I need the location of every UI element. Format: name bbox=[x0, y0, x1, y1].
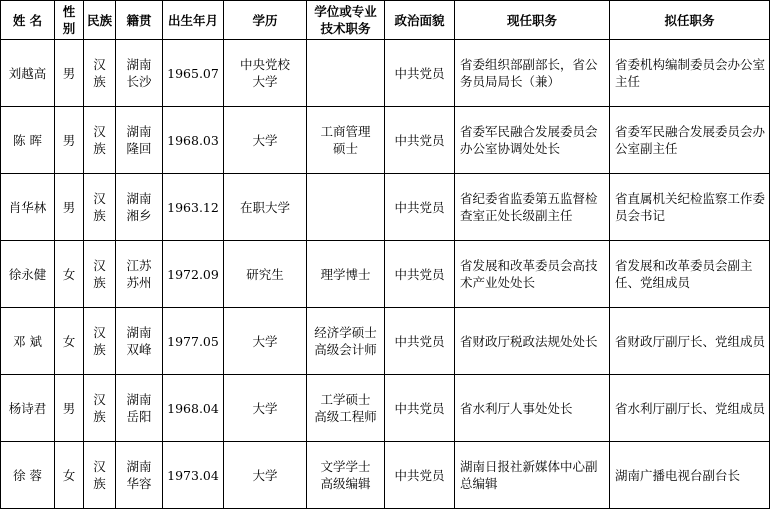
header-gender-label: 性别 bbox=[62, 4, 76, 36]
header-education bbox=[224, 1, 307, 40]
birth-text: 1968.04 bbox=[167, 400, 219, 416]
proposed-position-text: 省水利厅副厅长、党组成员 bbox=[615, 400, 766, 416]
political-status-text: 中共党员 bbox=[394, 266, 445, 282]
cell-education bbox=[224, 107, 307, 174]
header-current-position bbox=[455, 1, 610, 40]
cell-birth bbox=[163, 40, 224, 107]
cell-ethnicity bbox=[84, 107, 116, 174]
header-row bbox=[1, 1, 770, 40]
ethnicity-text: 汉 族 bbox=[93, 392, 106, 424]
degree-text: 理学博士 bbox=[320, 266, 371, 282]
name-text: 徐永健 bbox=[8, 266, 47, 282]
cell-name bbox=[1, 375, 55, 442]
cell-gender bbox=[55, 241, 84, 308]
native-place-text: 湖南 双峰 bbox=[126, 325, 152, 357]
header-gender bbox=[55, 1, 84, 40]
current-position-text: 省水利厅人事处处长 bbox=[460, 400, 573, 416]
cell-native-place bbox=[116, 308, 163, 375]
cell-education bbox=[224, 308, 307, 375]
education-text: 研究生 bbox=[246, 266, 284, 282]
birth-text: 1968.03 bbox=[167, 132, 219, 148]
header-current-position-label: 现任职务 bbox=[506, 12, 557, 28]
cell-ethnicity bbox=[84, 40, 116, 107]
ethnicity-text: 汉 族 bbox=[93, 191, 106, 223]
degree-text: 经济学硕士 高级会计师 bbox=[314, 325, 377, 357]
header-political-status bbox=[385, 1, 455, 40]
cell-education bbox=[224, 40, 307, 107]
native-place-text: 江苏 苏州 bbox=[126, 258, 152, 290]
proposed-position-text: 省委机构编制委员会办公室主任 bbox=[615, 57, 766, 89]
education-text: 大学 bbox=[252, 467, 278, 483]
birth-text: 1972.09 bbox=[167, 266, 219, 282]
cell-native-place bbox=[116, 442, 163, 509]
name-text: 肖华林 bbox=[8, 199, 47, 215]
gender-text: 女 bbox=[62, 467, 76, 483]
current-position-text: 湖南日报社新媒体中心副总编辑 bbox=[460, 459, 598, 491]
cell-ethnicity bbox=[84, 442, 116, 509]
current-position-text: 省委军民融合发展委员会办公室协调处处长 bbox=[460, 124, 598, 156]
cell-degree bbox=[307, 308, 385, 375]
gender-text: 男 bbox=[62, 65, 76, 81]
cell-birth bbox=[163, 442, 224, 509]
cell-political-status bbox=[385, 174, 455, 241]
name-text: 刘越高 bbox=[8, 65, 47, 81]
cell-ethnicity bbox=[84, 241, 116, 308]
cell-current-position bbox=[455, 107, 610, 174]
political-status-text: 中共党员 bbox=[394, 132, 445, 148]
ethnicity-text: 汉 族 bbox=[93, 459, 106, 491]
cell-proposed-position bbox=[610, 442, 770, 509]
cell-name bbox=[1, 174, 55, 241]
political-status-text: 中共党员 bbox=[394, 467, 445, 483]
education-text: 大学 bbox=[252, 333, 278, 349]
proposed-position-text: 省直属机关纪检监察工作委员会书记 bbox=[615, 191, 766, 223]
native-place-text: 湖南 岳阳 bbox=[126, 392, 152, 424]
cell-birth bbox=[163, 241, 224, 308]
birth-text: 1977.05 bbox=[167, 333, 219, 349]
header-degree bbox=[307, 1, 385, 40]
native-place-text: 湖南 湘乡 bbox=[126, 191, 152, 223]
degree-text: 工学硕士 高级工程师 bbox=[314, 392, 377, 424]
cell-education bbox=[224, 241, 307, 308]
cell-native-place bbox=[116, 174, 163, 241]
header-birth bbox=[163, 1, 224, 40]
cell-proposed-position bbox=[610, 40, 770, 107]
current-position-text: 省财政厅税政法规处处长 bbox=[460, 333, 598, 349]
cell-degree bbox=[307, 174, 385, 241]
table-row bbox=[1, 308, 770, 375]
current-position-text: 省委组织部副部长，省公务员局局长（兼） bbox=[460, 57, 598, 89]
header-name-label: 姓 名 bbox=[12, 12, 43, 28]
cell-proposed-position bbox=[610, 375, 770, 442]
education-text: 大学 bbox=[252, 132, 278, 148]
cell-education bbox=[224, 442, 307, 509]
native-place-text: 湖南 长沙 bbox=[126, 57, 152, 89]
native-place-text: 湖南 华容 bbox=[126, 459, 152, 491]
political-status-text: 中共党员 bbox=[394, 333, 445, 349]
header-degree-label: 学位或专业 技术职务 bbox=[314, 4, 377, 36]
cell-native-place bbox=[116, 40, 163, 107]
header-proposed-position bbox=[610, 1, 770, 40]
table-row bbox=[1, 241, 770, 308]
cell-name bbox=[1, 107, 55, 174]
cell-gender bbox=[55, 442, 84, 509]
header-native-place bbox=[116, 1, 163, 40]
birth-text: 1973.04 bbox=[167, 467, 219, 483]
gender-text: 男 bbox=[62, 132, 76, 148]
proposed-position-text: 湖南广播电视台副台长 bbox=[615, 467, 741, 483]
cell-name bbox=[1, 442, 55, 509]
cell-ethnicity bbox=[84, 308, 116, 375]
cell-degree bbox=[307, 241, 385, 308]
cell-ethnicity bbox=[84, 375, 116, 442]
cell-gender bbox=[55, 375, 84, 442]
table-row bbox=[1, 40, 770, 107]
gender-text: 男 bbox=[62, 199, 76, 215]
birth-text: 1965.07 bbox=[167, 65, 219, 81]
native-place-text: 湖南 隆回 bbox=[126, 124, 152, 156]
cell-education bbox=[224, 375, 307, 442]
ethnicity-text: 汉 族 bbox=[93, 124, 106, 156]
header-ethnicity bbox=[84, 1, 116, 40]
cell-proposed-position bbox=[610, 308, 770, 375]
cell-political-status bbox=[385, 241, 455, 308]
header-native-place-label: 籍贯 bbox=[126, 12, 152, 28]
cell-current-position bbox=[455, 174, 610, 241]
cell-gender bbox=[55, 107, 84, 174]
gender-text: 女 bbox=[62, 333, 76, 349]
degree-text: 工商管理 硕士 bbox=[320, 124, 371, 156]
name-text: 邓 斌 bbox=[13, 333, 42, 349]
header-education-label: 学历 bbox=[252, 12, 278, 28]
education-text: 在职大学 bbox=[239, 199, 290, 215]
degree-text: 文学学士 高级编辑 bbox=[320, 459, 371, 491]
cell-political-status bbox=[385, 40, 455, 107]
header-name bbox=[1, 1, 55, 40]
cell-political-status bbox=[385, 107, 455, 174]
proposed-position-text: 省发展和改革委员会副主任、党组成员 bbox=[615, 258, 753, 290]
current-position-text: 省纪委省监委第五监督检查室正处长级副主任 bbox=[460, 191, 598, 223]
education-text: 大学 bbox=[252, 400, 278, 416]
proposed-position-text: 省财政厅副厅长、党组成员 bbox=[615, 333, 766, 349]
cell-degree bbox=[307, 442, 385, 509]
name-text: 杨诗君 bbox=[8, 400, 47, 416]
cell-proposed-position bbox=[610, 174, 770, 241]
cell-political-status bbox=[385, 308, 455, 375]
cell-education bbox=[224, 174, 307, 241]
proposed-position-text: 省委军民融合发展委员会办公室副主任 bbox=[615, 124, 766, 156]
political-status-text: 中共党员 bbox=[394, 199, 445, 215]
cell-native-place bbox=[116, 241, 163, 308]
table-row bbox=[1, 174, 770, 241]
cell-current-position bbox=[455, 308, 610, 375]
cell-gender bbox=[55, 308, 84, 375]
ethnicity-text: 汉 族 bbox=[93, 57, 106, 89]
cell-political-status bbox=[385, 442, 455, 509]
name-text: 徐 蓉 bbox=[13, 467, 42, 483]
cell-birth bbox=[163, 375, 224, 442]
cell-native-place bbox=[116, 375, 163, 442]
cell-current-position bbox=[455, 442, 610, 509]
cell-degree bbox=[307, 40, 385, 107]
cell-political-status bbox=[385, 375, 455, 442]
cell-ethnicity bbox=[84, 174, 116, 241]
table-header bbox=[1, 1, 770, 40]
header-birth-label: 出生年月 bbox=[167, 12, 218, 28]
education-text: 中央党校 大学 bbox=[239, 57, 290, 89]
cell-proposed-position bbox=[610, 107, 770, 174]
ethnicity-text: 汉 族 bbox=[93, 325, 106, 357]
cell-gender bbox=[55, 174, 84, 241]
header-proposed-position-label: 拟任职务 bbox=[664, 12, 715, 28]
political-status-text: 中共党员 bbox=[394, 400, 445, 416]
cell-current-position bbox=[455, 40, 610, 107]
cell-native-place bbox=[116, 107, 163, 174]
gender-text: 女 bbox=[62, 266, 76, 282]
cell-degree bbox=[307, 107, 385, 174]
gender-text: 男 bbox=[62, 400, 76, 416]
cell-current-position bbox=[455, 241, 610, 308]
cell-degree bbox=[307, 375, 385, 442]
table-row bbox=[1, 442, 770, 509]
cell-current-position bbox=[455, 375, 610, 442]
cell-name bbox=[1, 40, 55, 107]
cell-name bbox=[1, 308, 55, 375]
cell-gender bbox=[55, 40, 84, 107]
cell-proposed-position bbox=[610, 241, 770, 308]
cell-name bbox=[1, 241, 55, 308]
cell-birth bbox=[163, 107, 224, 174]
cell-birth bbox=[163, 308, 224, 375]
political-status-text: 中共党员 bbox=[394, 65, 445, 81]
name-text: 陈 晖 bbox=[13, 132, 42, 148]
cell-birth bbox=[163, 174, 224, 241]
table-row bbox=[1, 107, 770, 174]
birth-text: 1963.12 bbox=[167, 199, 219, 215]
header-political-status-label: 政治面貌 bbox=[394, 12, 445, 28]
header-ethnicity-label: 民族 bbox=[87, 12, 113, 28]
table-body bbox=[1, 40, 770, 509]
table-row bbox=[1, 375, 770, 442]
ethnicity-text: 汉 族 bbox=[93, 258, 106, 290]
current-position-text: 省发展和改革委员会高技术产业处处长 bbox=[460, 258, 598, 290]
